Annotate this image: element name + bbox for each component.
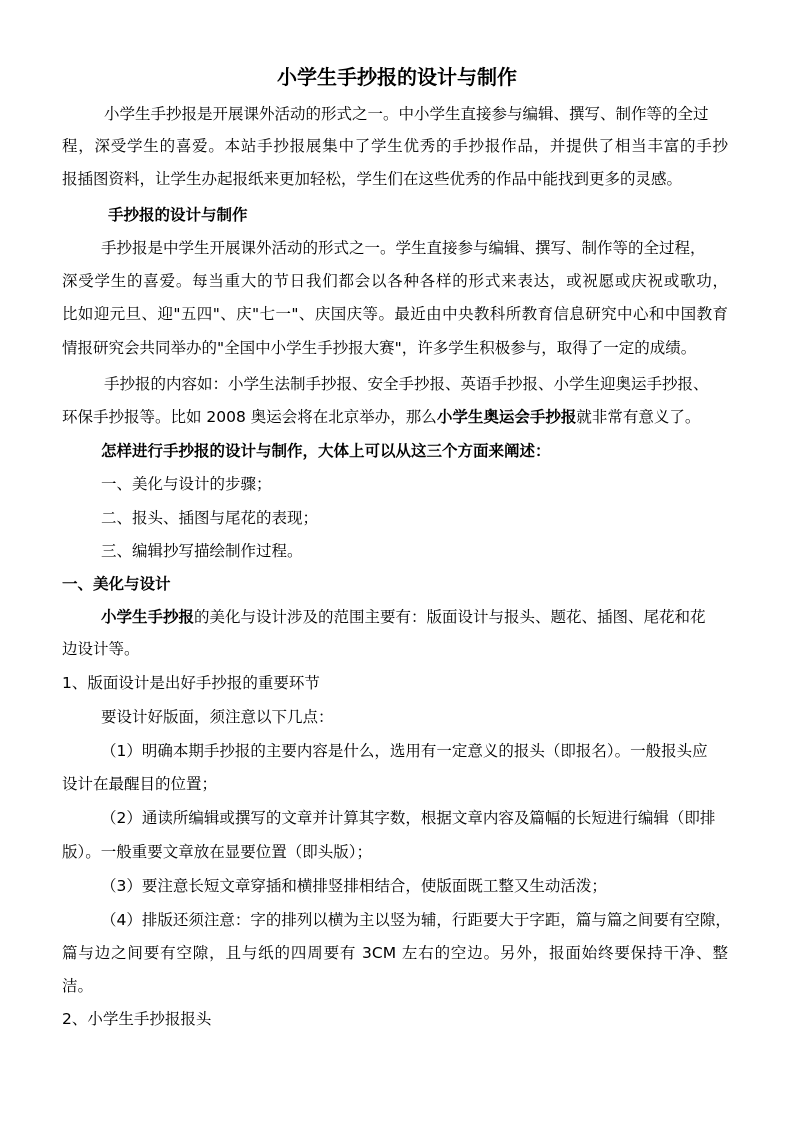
point-4-line-1: （4）排版还须注意：字的排列以横为主以竖为辅，行距要大于字距，篇与篇之间要有空隙， xyxy=(101,911,731,929)
point-1-line-2: 设计在最醒目的位置； xyxy=(62,775,218,793)
p1-line-3: 比如迎元旦、迎"五四"、庆"七一"、庆国庆等。最近由中央教科所教育信息研究中心和中国教育 xyxy=(62,305,728,323)
point-4-line-2: 篇与边之间要有空隙，且与纸的四周要有 3CM 左右的空边。另外，报面始终要保持干净、整 xyxy=(62,944,728,962)
list-item-1: 一、美化与设计的步骤； xyxy=(101,475,272,493)
list-item-2: 二、报头、插图与尾花的表现； xyxy=(101,509,319,527)
p2-text-c: 就非常有意义了。 xyxy=(576,408,701,426)
item-2-heading: 2、小学生手抄报报头 xyxy=(62,1010,212,1028)
intro-line-2: 程，深受学生的喜爱。本站手抄报展集中了学生优秀的手抄报作品，并提供了相当丰富的手抄 xyxy=(62,137,728,155)
p1-line-2: 深受学生的喜爱。每当重大的节日我们都会以各种各样的形式来表达，或祝愿或庆祝或歌功， xyxy=(62,272,728,290)
sec1-p-rest: 的美化与设计涉及的范围主要有：版面设计与报头、题花、插图、尾花和花 xyxy=(194,608,706,626)
p1-line-4: 情报研究会共同举办的"全国中小学生手抄报大赛"，许多学生积极参与，取得了一定的成绩。 xyxy=(62,339,697,357)
list-item-3: 三、编辑抄写描绘制作过程。 xyxy=(101,542,303,560)
sec1-keyword: 小学生手抄报 xyxy=(101,608,195,626)
section-1-heading: 一、美化与设计 xyxy=(62,575,171,593)
sec1-p-line-2: 边设计等。 xyxy=(62,640,140,658)
item-1-lead: 要设计好版面，须注意以下几点： xyxy=(101,708,334,726)
point-2-line-1: （2）通读所编辑或撰写的文章并计算其字数，根据文章内容及篇幅的长短进行编辑（即排 xyxy=(101,809,716,827)
p2-line-1: 手抄报的内容如：小学生法制手抄报、安全手抄报、英语手抄报、小学生迎奥运手抄报、 xyxy=(104,375,709,393)
p2-keyword-olympic-newspaper: 小学生奥运会手抄报 xyxy=(436,408,577,426)
point-3: （3）要注意长短文章穿插和横排竖排相结合，使版面既工整又生动活泼； xyxy=(101,877,607,895)
intro-line-1: 小学生手抄报是开展课外活动的形式之一。中小学生直接参与编辑、撰写、制作等的全过 xyxy=(104,105,709,123)
section-heading-design: 手抄报的设计与制作 xyxy=(108,206,248,224)
point-2-line-2: 版）。一般重要文章放在显要位置（即头版）； xyxy=(62,843,373,861)
point-1-line-1: （1）明确本期手抄报的主要内容是什么，选用有一定意义的报头（即报名）。一般报头应 xyxy=(101,742,708,760)
item-1-heading: 1、版面设计是出好手抄报的重要环节 xyxy=(62,674,320,692)
sec1-p-line-1 xyxy=(101,606,706,628)
intro-line-3: 报插图资料，让学生办起报纸来更加轻松，学生们在这些优秀的作品中能找到更多的灵感。 xyxy=(62,170,683,188)
document-title: 小学生手抄报的设计与制作 xyxy=(277,65,517,89)
p2-text-a: 环保手抄报等。比如 2008 奥运会将在北京举办，那么 xyxy=(62,408,437,426)
point-4-line-3: 洁。 xyxy=(62,977,94,995)
how-heading: 怎样进行手抄报的设计与制作，大体上可以从这三个方面来阐述： xyxy=(101,442,551,460)
p2-line-2 xyxy=(62,406,700,428)
p1-line-1: 手抄报是中学生开展课外活动的形式之一。学生直接参与编辑、撰写、制作等的全过程， xyxy=(101,239,706,257)
